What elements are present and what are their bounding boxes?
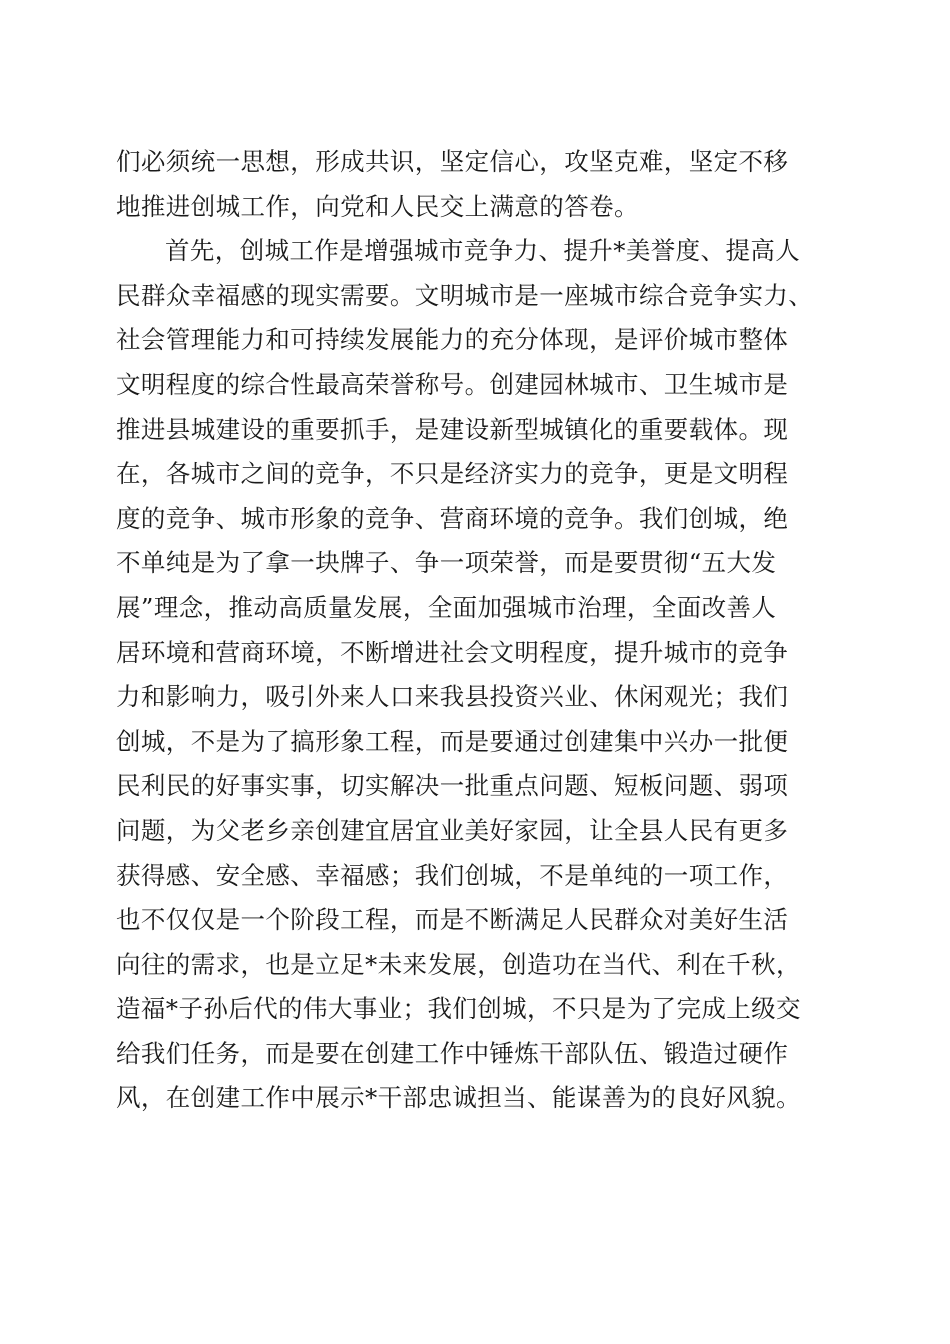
text-line: 不单纯是为了拿一块牌子、争一项荣誉，而是要贯彻“五大发 <box>116 548 777 578</box>
text-line: 民群众幸福感的现实需要。文明城市是一座城市综合竞争实力、 <box>116 280 814 310</box>
text-line: 创城，不是为了搞形象工程，而是要通过创建集中兴办一批便 <box>116 726 789 756</box>
text-line: 造福*子孙后代的伟大事业；我们创城，不只是为了完成上级交 <box>116 994 801 1024</box>
text-line: 风，在创建工作中展示*干部忠诚担当、能谋善为的良好风貌。 <box>116 1083 801 1113</box>
text-line: 展”理念，推动高质量发展，全面加强城市治理，全面改善人 <box>116 592 777 622</box>
text-line: 度的竞争、城市形象的竞争、营商环境的竞争。我们创城，绝 <box>116 503 789 533</box>
body-text <box>116 140 836 1121</box>
text-line: 居环境和营商环境，不断增进社会文明程度，提升城市的竞争 <box>116 637 789 667</box>
paragraph-first-line: 首先，创城工作是增强城市竞争力、提升*美誉度、提高人 <box>165 236 801 266</box>
text-line: 们必须统一思想，形成共识，坚定信心，攻坚克难，坚定不移 <box>116 147 789 176</box>
text-line: 民利民的好事实事，切实解决一批重点问题、短板问题、弱项 <box>116 771 789 801</box>
text-line: 也不仅仅是一个阶段工程，而是不断满足人民群众对美好生活 <box>116 905 789 935</box>
text-line: 推进县城建设的重要抓手，是建设新型城镇化的重要载体。现 <box>116 414 789 444</box>
text-line: 地推进创城工作，向党和人民交上满意的答卷。 <box>116 191 639 221</box>
text-line: 力和影响力，吸引外来人口来我县投资兴业、休闲观光；我们 <box>116 682 789 712</box>
text-line: 给我们任务，而是要在创建工作中锤炼干部队伍、锻造过硬作 <box>116 1038 789 1068</box>
text-line: 问题，为父老乡亲创建宜居宜业美好家园，让全县人民有更多 <box>116 815 789 845</box>
text-line: 文明程度的综合性最高荣誉称号。创建园林城市、卫生城市是 <box>116 369 789 399</box>
text-line: 向往的需求，也是立足*未来发展，创造功在当代、利在千秋， <box>116 949 801 979</box>
text-line: 获得感、安全感、幸福感；我们创城，不是单纯的一项工作， <box>116 860 789 890</box>
text-line: 在，各城市之间的竞争，不只是经济实力的竞争，更是文明程 <box>116 459 789 489</box>
text-line: 社会管理能力和可持续发展能力的充分体现，是评价城市整体 <box>116 325 789 355</box>
